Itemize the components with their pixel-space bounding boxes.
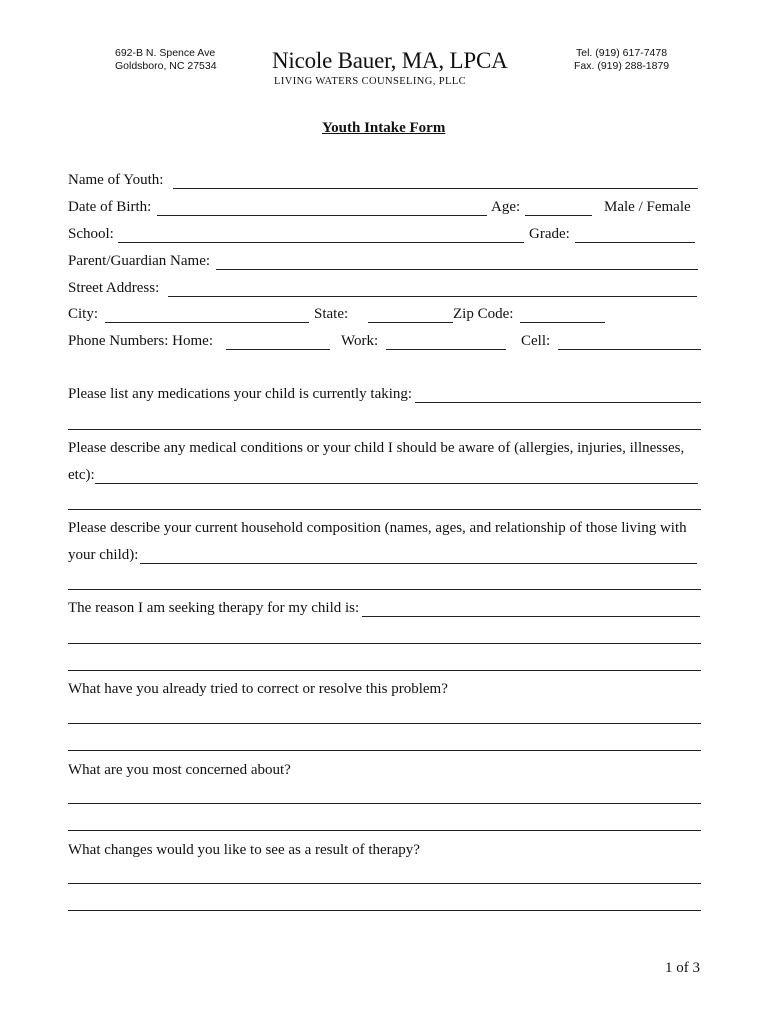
medical-conditions-question: Please describe any medical conditions or your child I should be aware of (allergies, injuries, illnesses, — [68, 440, 685, 456]
phone-work-field[interactable] — [386, 349, 506, 350]
telephone: Tel. (919) 617-7478 — [576, 47, 668, 59]
date-of-birth-field[interactable] — [157, 215, 487, 216]
grade-field[interactable] — [575, 242, 695, 243]
state-field[interactable] — [368, 322, 453, 323]
already-tried-answer-line[interactable] — [68, 750, 701, 751]
organization-name: LIVING WATERS COUNSELING, PLLC — [274, 76, 467, 87]
household-question-cont: your child): — [68, 547, 139, 563]
state-label: State: — [314, 306, 349, 322]
medical-conditions-question-cont: etc): — [68, 467, 95, 483]
medications-answer-line[interactable] — [415, 402, 701, 403]
fax: Fax. (919) 288-1879 — [574, 60, 670, 72]
most-concerned-answer-line[interactable] — [68, 803, 701, 804]
age-field[interactable] — [525, 215, 592, 216]
phone-cell-label: Cell: — [521, 333, 551, 349]
therapy-reason-question: The reason I am seeking therapy for my child is: — [68, 600, 360, 616]
desired-changes-answer-line[interactable] — [68, 910, 701, 911]
street-address-label: Street Address: — [68, 280, 160, 296]
therapy-reason-answer-line[interactable] — [68, 670, 701, 671]
medications-answer-line[interactable] — [68, 429, 701, 430]
form-title: Youth Intake Form — [322, 120, 446, 136]
medical-conditions-answer-line[interactable] — [95, 483, 698, 484]
household-answer-line[interactable] — [140, 563, 697, 564]
school-field[interactable] — [118, 242, 524, 243]
medications-question: Please list any medications your child is currently taking: — [68, 386, 413, 402]
city-field[interactable] — [105, 322, 309, 323]
therapy-reason-answer-line[interactable] — [68, 643, 701, 644]
phone-home-field[interactable] — [226, 349, 330, 350]
sex-option[interactable]: Male / Female — [604, 199, 691, 215]
desired-changes-question: What changes would you like to see as a result of therapy? — [68, 842, 420, 858]
zip-code-field[interactable] — [520, 322, 605, 323]
household-question: Please describe your current household composition (names, ages, and relationship of those living with — [68, 520, 687, 536]
already-tried-question: What have you already tried to correct or resolve this problem? — [68, 681, 448, 697]
already-tried-answer-line[interactable] — [68, 723, 701, 724]
medical-conditions-answer-line[interactable] — [68, 509, 701, 510]
practitioner-name: Nicole Bauer, MA, LPCA — [272, 48, 508, 73]
date-of-birth-label: Date of Birth: — [68, 199, 152, 215]
desired-changes-answer-line[interactable] — [68, 883, 701, 884]
grade-label: Grade: — [529, 226, 570, 242]
school-label: School: — [68, 226, 114, 242]
name-of-youth-field[interactable] — [173, 188, 698, 189]
most-concerned-answer-line[interactable] — [68, 830, 701, 831]
therapy-reason-answer-line[interactable] — [362, 616, 700, 617]
phone-home-label: Phone Numbers: Home: — [68, 333, 213, 349]
zip-code-label: Zip Code: — [453, 306, 514, 322]
age-label: Age: — [491, 199, 521, 215]
page-number: 1 of 3 — [665, 960, 700, 976]
guardian-field[interactable] — [216, 269, 698, 270]
address-line-2: Goldsboro, NC 27534 — [115, 60, 217, 72]
guardian-label: Parent/Guardian Name: — [68, 253, 211, 269]
household-answer-line[interactable] — [68, 589, 701, 590]
street-address-field[interactable] — [168, 296, 697, 297]
phone-cell-field[interactable] — [558, 349, 701, 350]
most-concerned-question: What are you most concerned about? — [68, 762, 291, 778]
phone-work-label: Work: — [341, 333, 379, 349]
address-line-1: 692-B N. Spence Ave — [115, 47, 216, 59]
name-of-youth-label: Name of Youth: — [68, 172, 164, 188]
city-label: City: — [68, 306, 99, 322]
